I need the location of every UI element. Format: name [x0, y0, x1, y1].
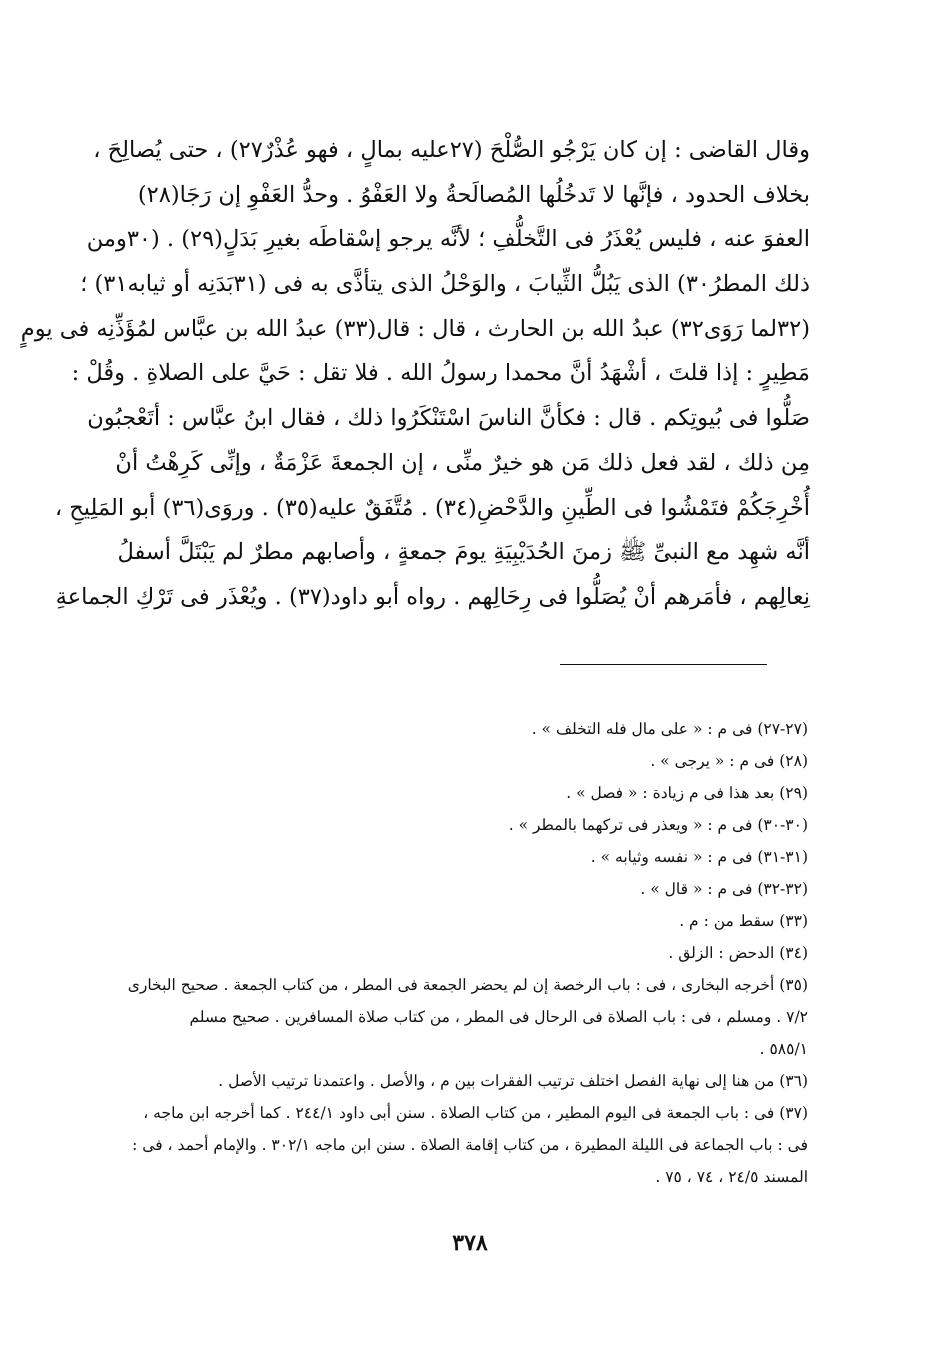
main-text-line: وقال القاضى : إن كان يَرْجُو الصُّلْحَ (٢٧عليه بمالٍ ، فهو عُذْرٌ٢٧) ، حتى يُصالِحَ ، [93, 137, 810, 163]
footnote-30: (٣٠-٣٠) فى م : « ويعذر فى تركهما بالمطر » . [508, 816, 808, 834]
footnote-33: (٣٣) سقط من : م . [679, 912, 808, 930]
main-text-line: (٣٢لما رَوَى٣٢) عبدُ الله بن الحارث ، قال : قال(٣٣) عبدُ الله بن عبَّاس لمُؤَذِّنِه فى يومٍ [20, 315, 810, 342]
main-text-line: أُخْرِجَكُمْ فتَمْشُوا فى الطِّينِ والدَّحْضِ(٣٤) . مُتَّفَقٌ عليه(٣٥) . وروَى(٣٦) أبو المَلِيحِ ، [54, 494, 810, 521]
footnote-37-line: (٣٧) فى : باب الجمعة فى اليوم المطير ، من كتاب الصلاة . سنن أبى داود ٢٤٤/١ . كما أخرجه ابن ماجه ، [143, 1104, 808, 1122]
footnote-29: (٢٩) بعد هذا فى م زيادة : « فصل » . [566, 784, 808, 802]
page-number: ٣٧٨ [452, 1230, 488, 1256]
footnote-35 [126, 969, 808, 1065]
main-text-line: العفوَ عنه ، فليس يُعْذَرُ فى التَّخلُّفِ ؛ لأنَّه يرجو إسْقاطَه بغيرِ بَدَلٍ(٢٩) . (٣٠ومن [86, 226, 810, 253]
footnote-35-line: ٥٨٥/١ . [759, 1040, 808, 1058]
footnote-34: (٣٤) الدحض : الزلق . [668, 944, 808, 962]
footnote-37 [126, 1097, 808, 1193]
main-text-body [20, 128, 810, 620]
main-text-line: نِعالِهم ، فأمَرهم أنْ يُصَلُّوا فى رِحَالِهم . رواه أبو داود(٣٧) . ويُعْذَر فى تَرْكِ الجماعةِ [55, 583, 810, 610]
footnote-27: (٢٧-٢٧) فى م : « على مال فله التخلف » . [531, 720, 808, 738]
main-text-line: مَطِيرٍ : إذا قلتَ ، أشْهَدُ أنَّ محمدا رسولُ الله . فلا تقل : حَيَّ على الصلاةِ . وقُلْ : [71, 360, 810, 387]
footnote-32: (٣٢-٣٢) فى م : « قال » . [640, 880, 808, 898]
main-text-line: ذلك المطرُ٣٠) الذى يَبُلُّ الثِّيابَ ، والوَحْلُ الذى يتأذَّى به فى (٣١بَدَنِه أو ثيابه٣١) ؛ [80, 271, 810, 298]
footnote-divider [560, 664, 767, 665]
footnote-28: (٢٨) فى م : « يرجى » . [650, 752, 808, 770]
main-text-line: مِن ذلك ، لقد فعل ذلك مَن هو خيرٌ منِّى ، إن الجمعةَ عَزْمَةٌ ، وإنِّى كَرِهْتُ أنْ [115, 449, 810, 476]
footnote-37-line: المسند ٢٤/٥ ، ٧٤ ، ٧٥ . [655, 1168, 808, 1186]
footnote-31: (٣١-٣١) فى م : « نفسه وثيابه » . [590, 848, 808, 866]
main-text-line: صَلُّوا فى بُيوتِكم . قال : فكأنَّ الناسَ اسْتَنْكَرُوا ذلك ، فقال ابنُ عبَّاس : أتَعْجبُون [87, 405, 810, 432]
footnote-35-line: (٣٥) أخرجه البخارى ، فى : باب الرخصة إن لم يحضر الجمعة فى المطر ، من كتاب الجمعة . صحيح البخارى [127, 976, 808, 994]
main-text-line: أنَّه شهِد مع النبىِّ ﷺ زمنَ الحُدَيْبِيَةِ يومَ جمعةٍ ، وأصابهم مطرٌ لم يَبْتَلَّ أسفلُ [117, 539, 810, 566]
footnote-37-line: فى : باب الجماعة فى الليلة المطيرة ، من كتاب إقامة الصلاة . سنن ابن ماجه ٣٠٢/١ . والإمام أحمد ، فى : [132, 1136, 808, 1154]
footnotes-section [126, 713, 808, 1193]
main-text-line: بخلاف الحدود ، فإنَّها لا تَدخُلُها المُصالَحةُ ولا العَفْوُ . وحدُّ العَفْوِ إن رَجَا(٢٨) [137, 181, 810, 208]
footnote-35-line: ٧/٢ . ومسلم ، فى : باب الصلاة فى الرحال فى المطر ، من كتاب صلاة المسافرين . صحيح مسلم [189, 1008, 808, 1026]
footnote-36: (٣٦) من هنا إلى نهاية الفصل اختلف ترتيب الفقرات بين م ، والأصل . واعتمدنا ترتيب الأصل . [218, 1072, 808, 1090]
